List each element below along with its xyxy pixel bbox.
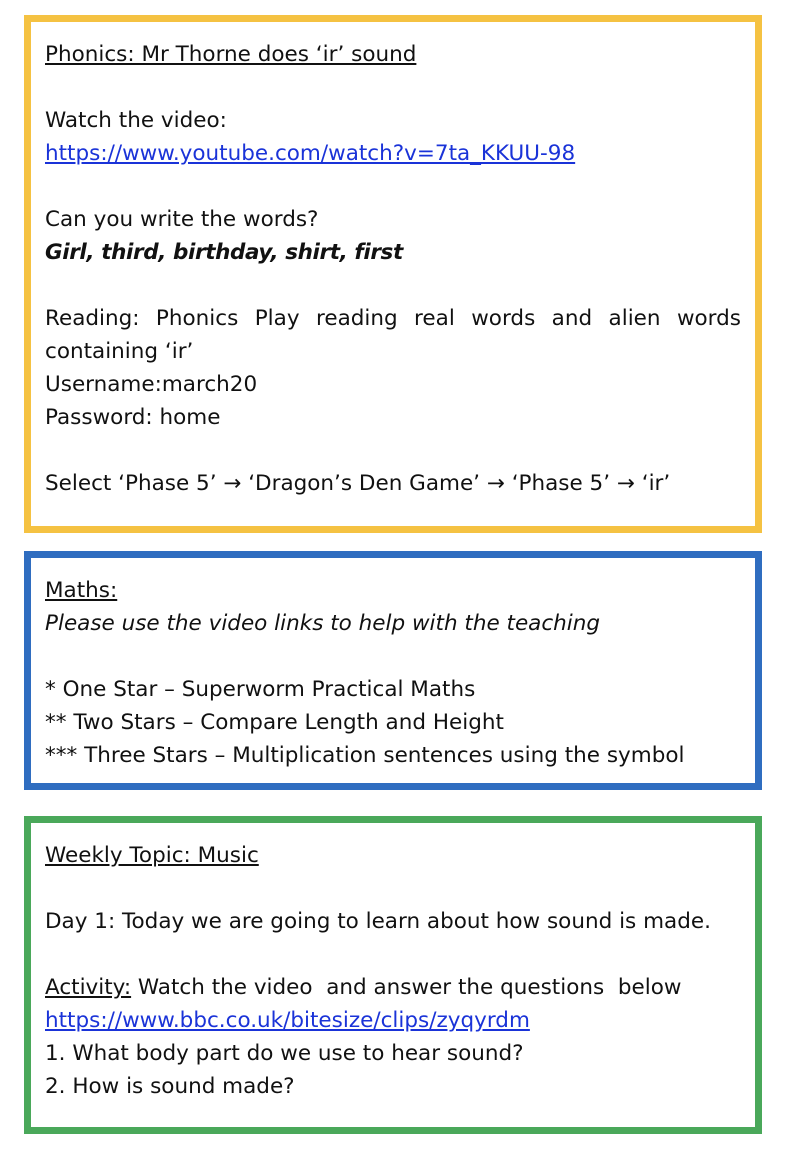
phonics-heading: Phonics: Mr Thorne does ‘ir’ sound bbox=[45, 42, 417, 67]
maths-heading: Maths: bbox=[45, 578, 118, 603]
maths-task-two-stars: ** Two Stars – Compare Length and Height bbox=[45, 710, 504, 735]
bbc-video-link[interactable]: https://www.bbc.co.uk/bitesize/clips/zyqyrdm bbox=[45, 1008, 530, 1033]
write-words-prompt: Can you write the words? bbox=[45, 207, 319, 232]
spacer bbox=[45, 170, 741, 203]
phonics-panel bbox=[24, 15, 762, 533]
maths-task-three-stars: *** Three Stars – Multiplication sentences using the symbol bbox=[45, 743, 685, 768]
spacer bbox=[45, 872, 741, 905]
spacer bbox=[45, 938, 741, 971]
activity-label: Activity: bbox=[45, 975, 132, 1000]
question-two: 2. How is sound made? bbox=[45, 1074, 295, 1099]
activity-text: Watch the video and answer the questions below bbox=[131, 975, 682, 1000]
spacer bbox=[45, 640, 741, 673]
maths-instruction: Please use the video links to help with the teaching bbox=[45, 611, 601, 636]
reading-instructions: Reading: Phonics Play reading real words and alien words containing ‘ir’ bbox=[45, 306, 741, 364]
username-text: Username:march20 bbox=[45, 372, 258, 397]
activity-line bbox=[45, 971, 741, 1004]
maths-task-one-star: * One Star – Superworm Practical Maths bbox=[45, 677, 476, 702]
watch-video-label: Watch the video: bbox=[45, 108, 227, 133]
topic-panel bbox=[24, 816, 762, 1134]
phonics-video-link[interactable]: https://www.youtube.com/watch?v=7ta_KKUU-98 bbox=[45, 141, 576, 166]
spacer bbox=[45, 71, 741, 104]
topic-heading: Weekly Topic: Music bbox=[45, 843, 259, 868]
game-select-path: Select ‘Phase 5’ → ‘Dragon’s Den Game’ → ‘Phase 5’ → ‘ir’ bbox=[45, 471, 671, 496]
password-text: Password: home bbox=[45, 405, 221, 430]
maths-panel bbox=[24, 551, 762, 790]
phonics-word-list: Girl, third, birthday, shirt, first bbox=[45, 240, 403, 265]
spacer bbox=[45, 269, 741, 302]
question-one: 1. What body part do we use to hear sound? bbox=[45, 1041, 524, 1066]
day-description: Day 1: Today we are going to learn about how sound is made. bbox=[45, 909, 711, 934]
spacer bbox=[45, 434, 741, 467]
